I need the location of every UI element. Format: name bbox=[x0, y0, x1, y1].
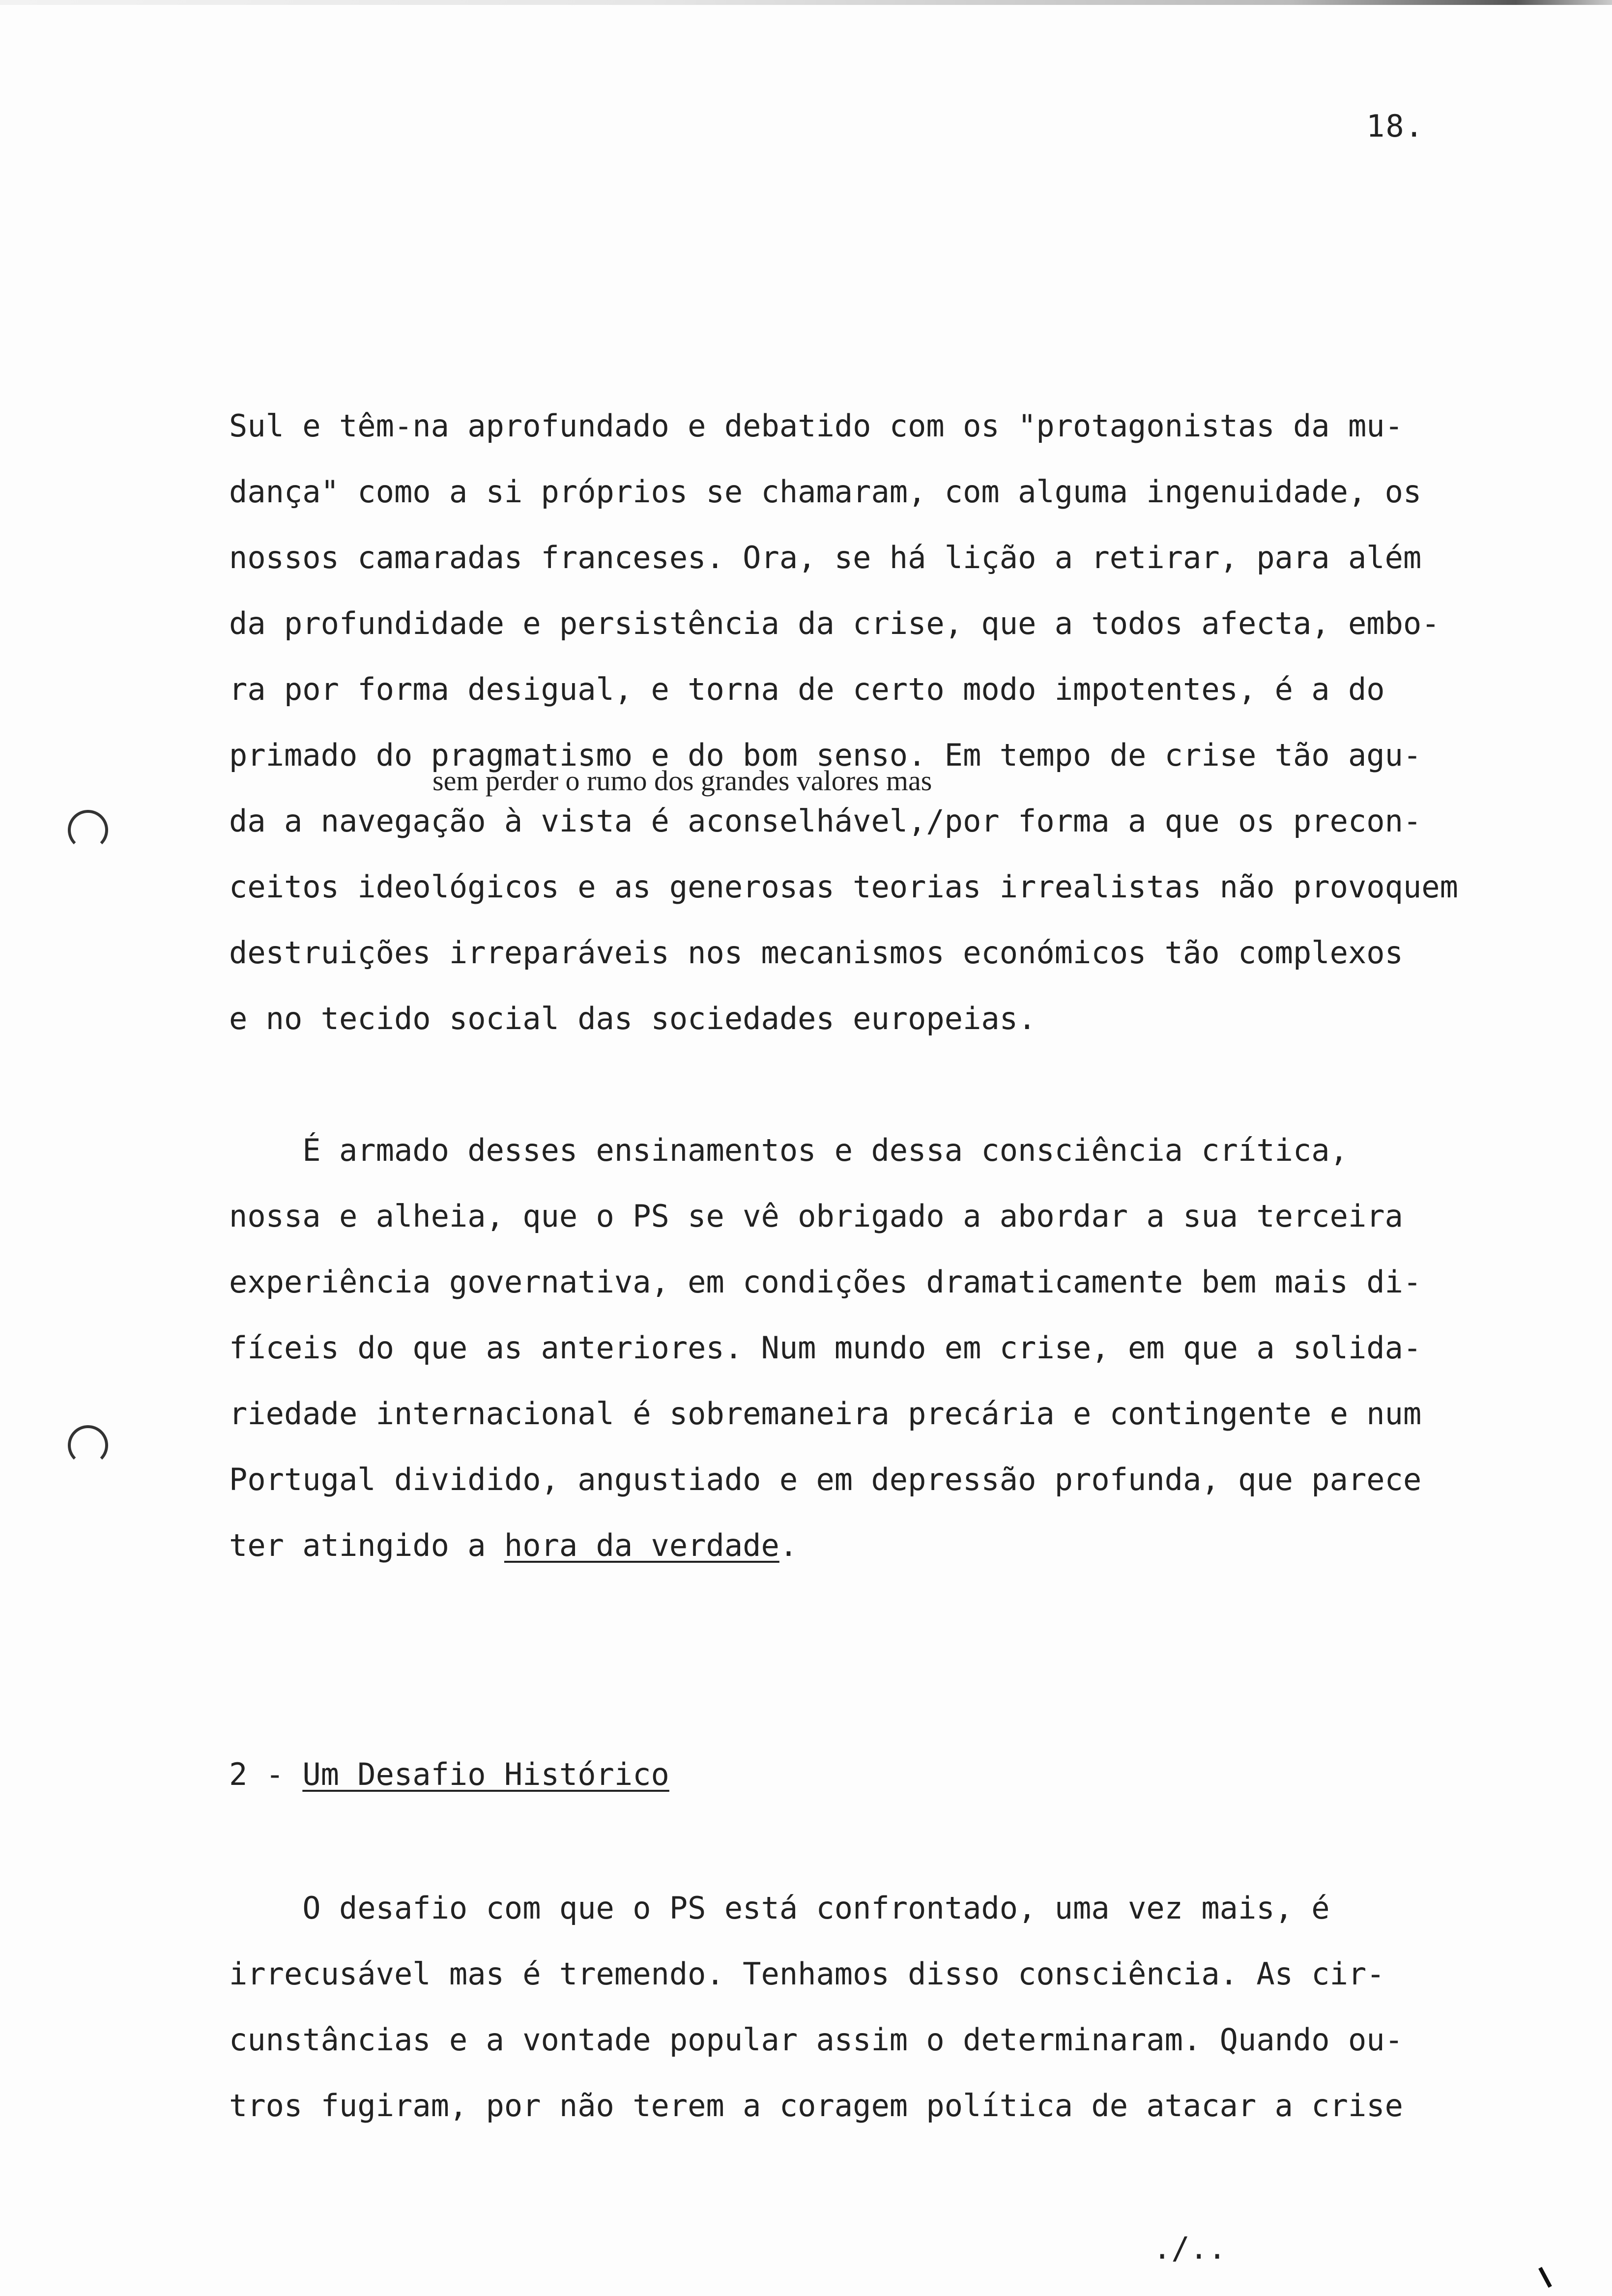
text-line: ceitos ideológicos e as generosas teorias irrealistas não provoquem bbox=[229, 869, 1458, 905]
text-line: tros fugiram, por não terem a coragem política de atacar a crise bbox=[229, 2088, 1403, 2124]
text-line: cunstâncias e a vontade popular assim o determinaram. Quando ou- bbox=[229, 2022, 1403, 2058]
text-line: O desafio com que o PS está confrontado, uma vez mais, é bbox=[229, 1890, 1330, 1926]
text-line: destruições irreparáveis nos mecanismos económicos tão complexos bbox=[229, 935, 1403, 971]
text-line: primado do pragmatismo e do bom senso. Em tempo de crise tão agu- bbox=[229, 737, 1422, 773]
text-line: Sul e têm-na aprofundado e debatido com os "protagonistas da mu- bbox=[229, 408, 1403, 444]
punch-hole-icon bbox=[68, 1425, 108, 1465]
text-line: irrecusável mas é tremendo. Tenhamos disso consciência. As cir- bbox=[229, 1956, 1385, 1992]
text-line: e no tecido social das sociedades europeias. bbox=[229, 1001, 1036, 1036]
text-line: ra por forma desigual, e torna de certo modo impotentes, é a do bbox=[229, 671, 1385, 707]
text-segment: ter atingido a bbox=[229, 1527, 504, 1563]
section-title: Um Desafio Histórico bbox=[302, 1756, 669, 1792]
text-line: fíceis do que as anteriores. Num mundo em crise, em que a solida- bbox=[229, 1330, 1422, 1366]
text-line: da profundidade e persistência da crise, que a todos afecta, embo- bbox=[229, 605, 1440, 641]
scan-top-edge bbox=[0, 0, 1612, 5]
text-line: É armado desses ensinamentos e dessa consciência crítica, bbox=[229, 1132, 1348, 1168]
text-line: da a navegação à vista é aconselhável,/por forma a que os precon- bbox=[229, 803, 1422, 839]
section-heading bbox=[229, 1756, 669, 1792]
punch-hole-icon bbox=[68, 810, 108, 850]
section-number: 2 - bbox=[229, 1756, 303, 1792]
text-line: dança" como a si próprios se chamaram, com alguma ingenuidade, os bbox=[229, 474, 1422, 510]
text-line: Portugal dividido, angustiado e em depressão profunda, que parece bbox=[229, 1462, 1422, 1497]
text-line: nossa e alheia, que o PS se vê obrigado a abordar a sua terceira bbox=[229, 1198, 1403, 1234]
text-segment: . bbox=[779, 1527, 798, 1563]
interlinear-insertion: sem perder o rumo dos grandes valores mas bbox=[432, 765, 932, 797]
text-line: experiência governativa, em condições dramaticamente bem mais di- bbox=[229, 1264, 1422, 1300]
page-number: 18. bbox=[1366, 108, 1424, 144]
text-line: nossos camaradas franceses. Ora, se há lição a retirar, para além bbox=[229, 540, 1422, 575]
text-line bbox=[229, 1527, 798, 1563]
text-line: riedade internacional é sobremaneira precária e contingente e num bbox=[229, 1396, 1422, 1432]
continuation-mark: ./.. bbox=[1153, 2230, 1227, 2266]
corner-mark bbox=[1538, 2267, 1552, 2288]
underlined-phrase: hora da verdade bbox=[504, 1527, 779, 1563]
